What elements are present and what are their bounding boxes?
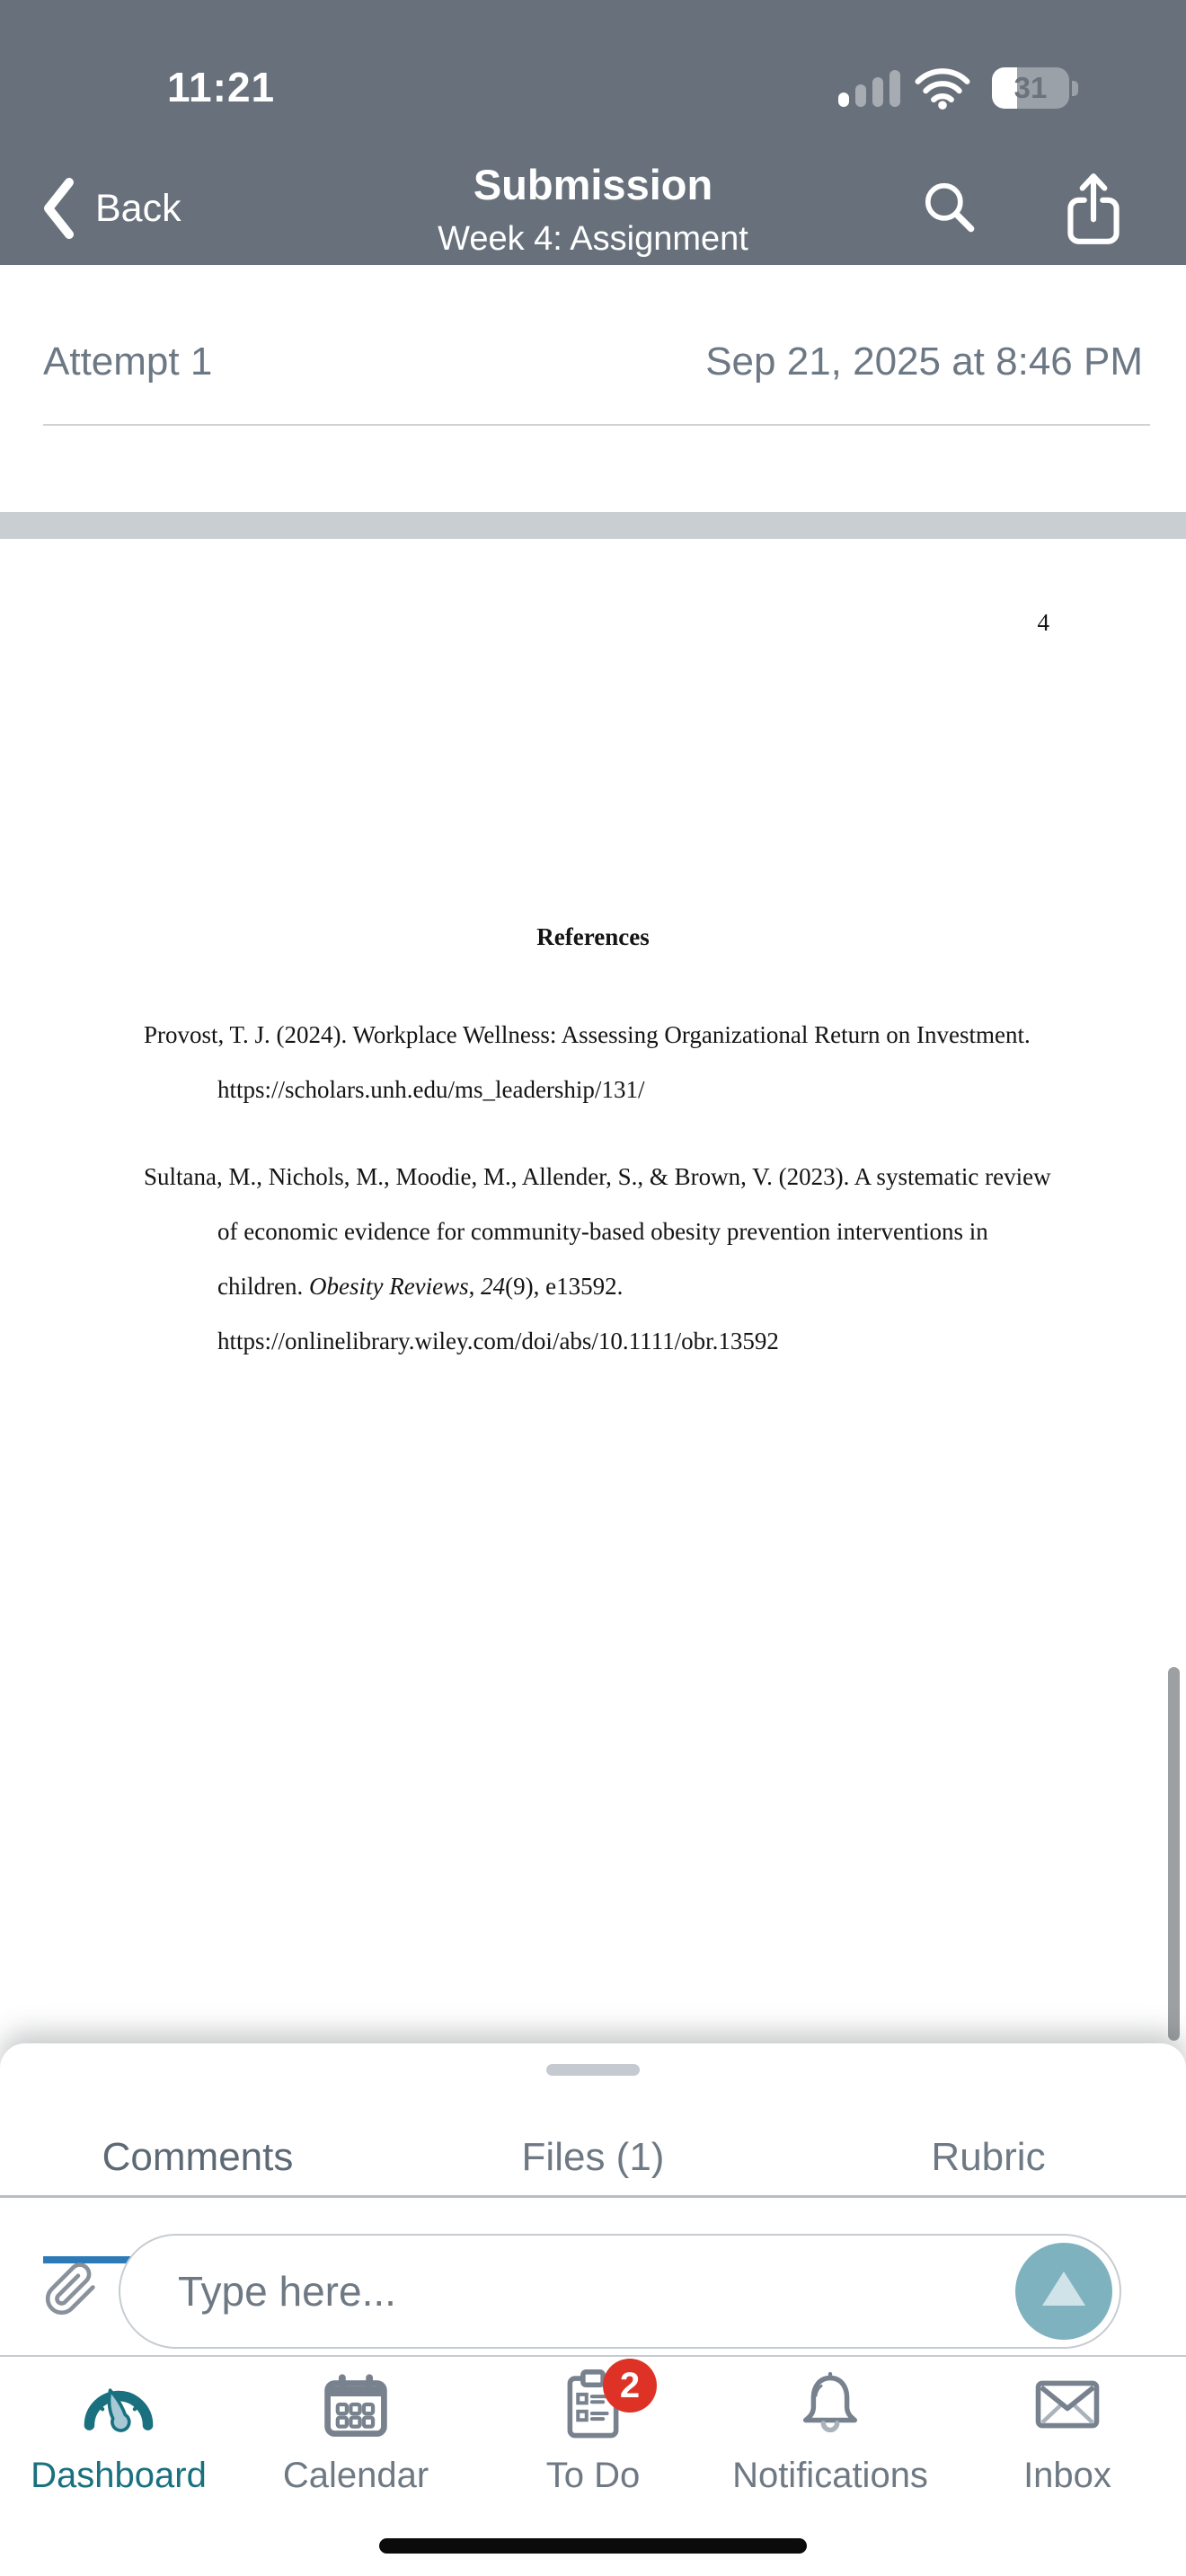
- bell-icon: [799, 2370, 862, 2439]
- tab-label: Files (1): [521, 2135, 665, 2179]
- divider: [43, 424, 1150, 426]
- tab-files[interactable]: [395, 2120, 791, 2195]
- comment-input[interactable]: [119, 2234, 1121, 2349]
- scrollbar-thumb[interactable]: [1168, 1667, 1180, 2041]
- search-icon: [920, 178, 979, 237]
- paperclip-icon[interactable]: [43, 2260, 99, 2319]
- nav-label: Calendar: [282, 2456, 429, 2495]
- comment-placeholder: Type here...: [178, 2268, 396, 2315]
- gauge-icon: [81, 2375, 156, 2434]
- nav-label: Inbox: [1023, 2456, 1111, 2495]
- battery-icon: [992, 67, 1078, 109]
- references-list: [144, 1008, 1053, 1401]
- document-page[interactable]: [0, 539, 1186, 2043]
- divider: [0, 2195, 1186, 2198]
- share-icon: [1064, 169, 1123, 250]
- nav-item-todo[interactable]: [474, 2360, 712, 2522]
- back-button[interactable]: [40, 172, 181, 244]
- search-button[interactable]: [920, 178, 979, 240]
- home-indicator[interactable]: [379, 2538, 807, 2554]
- reference-entry: Provost, T. J. (2024). Workplace Wellness: Assessing Organizational Return on Investment. https://scholars.unh.edu/ms_leadership/131/: [144, 1021, 1031, 1103]
- attempt-label: Attempt 1: [43, 340, 213, 384]
- tab-comments[interactable]: [0, 2120, 395, 2195]
- tab-label: Rubric: [931, 2135, 1046, 2179]
- chevron-left-icon: [40, 175, 75, 242]
- tab-label: Comments: [102, 2135, 294, 2179]
- page-subtitle: Week 4: Assignment: [438, 220, 748, 258]
- page-number: 4: [1037, 609, 1049, 636]
- page-title: Submission: [473, 161, 713, 208]
- attempt-timestamp: Sep 21, 2025 at 8:46 PM: [705, 340, 1143, 384]
- nav-label: To Do: [545, 2456, 641, 2495]
- send-button[interactable]: [1015, 2243, 1112, 2340]
- share-button[interactable]: [1064, 169, 1123, 252]
- calendar-icon: [323, 2371, 388, 2438]
- send-up-arrow-icon: [1042, 2272, 1085, 2306]
- nav-item-dashboard[interactable]: [0, 2360, 237, 2522]
- wifi-icon: [915, 66, 970, 110]
- reference-entry: Sultana, M., Nichols, M., Moodie, M., Allender, S., & Brown, V. (2023). A systematic review of economic evidence for community-based obesity prevention interventions in children. Obesity Reviews, 24(9), e13592. https://onlinelibrary.wiley.com/doi/abs/10.1111/obr.13592: [144, 1163, 1051, 1354]
- tab-bar: [0, 2120, 1186, 2195]
- back-label: Back: [95, 187, 181, 230]
- envelope-icon: [1035, 2379, 1100, 2430]
- nav-item-calendar[interactable]: [237, 2360, 474, 2522]
- document-viewer-background: [0, 512, 1186, 539]
- nav-label: Dashboard: [31, 2456, 207, 2495]
- references-heading: References: [536, 923, 650, 950]
- nav-label: Notifications: [732, 2456, 928, 2495]
- nav-item-notifications[interactable]: [712, 2360, 949, 2522]
- battery-percent: 31: [1013, 71, 1048, 104]
- bottom-nav: [0, 2360, 1186, 2522]
- nav-item-inbox[interactable]: [949, 2360, 1186, 2522]
- drag-handle[interactable]: [546, 2064, 640, 2076]
- todo-badge: 2: [603, 2359, 657, 2413]
- divider: [0, 2355, 1186, 2357]
- tab-rubric[interactable]: [791, 2120, 1186, 2195]
- cellular-signal-icon: [838, 69, 900, 107]
- app-header: [0, 0, 1186, 265]
- status-time: 11:21: [167, 64, 276, 110]
